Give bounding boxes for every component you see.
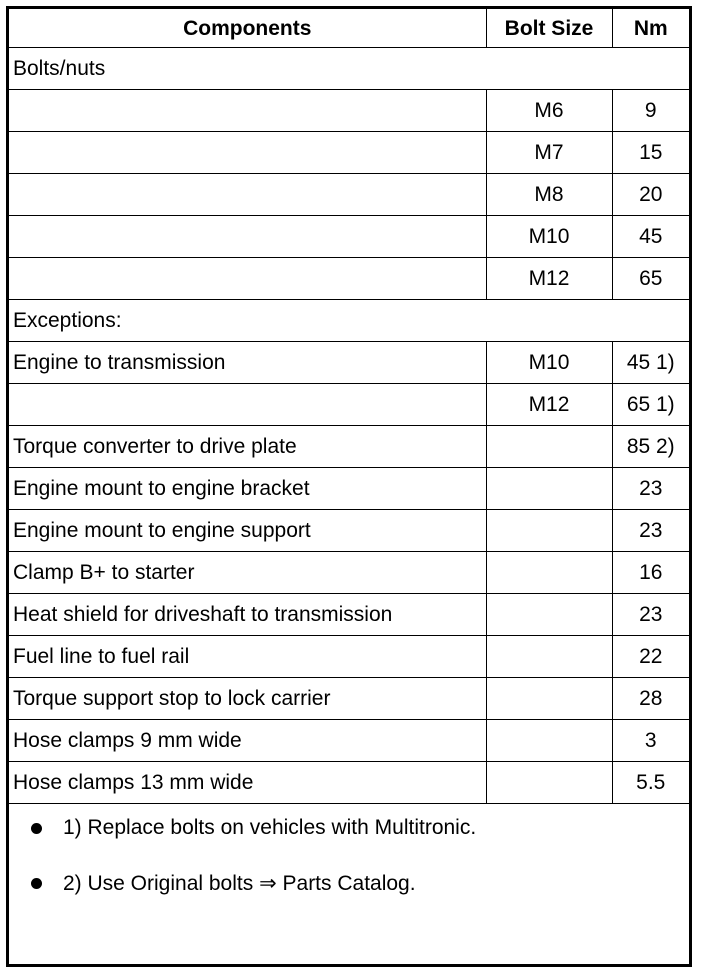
table-row xyxy=(9,594,689,636)
footnotes xyxy=(9,804,689,897)
nm-cell: 5.5 xyxy=(612,762,689,804)
bolt-size-cell: M6 xyxy=(486,90,612,132)
nm-cell: 65 xyxy=(612,258,689,300)
component-cell: Hose clamps 13 mm wide xyxy=(9,762,486,804)
section-label-bolts: Bolts/nuts xyxy=(9,48,689,90)
table-row xyxy=(9,132,689,174)
table-row xyxy=(9,552,689,594)
header-bolt-size: Bolt Size xyxy=(486,9,612,48)
nm-cell: 3 xyxy=(612,720,689,762)
nm-cell: 22 xyxy=(612,636,689,678)
table-row xyxy=(9,720,689,762)
section-row-bolts xyxy=(9,48,689,90)
nm-cell: 65 1) xyxy=(612,384,689,426)
component-cell xyxy=(9,132,486,174)
component-cell: Fuel line to fuel rail xyxy=(9,636,486,678)
table-row xyxy=(9,258,689,300)
bullet-icon xyxy=(31,878,42,889)
table-header-row xyxy=(9,9,689,48)
bolt-size-cell: M10 xyxy=(486,342,612,384)
nm-cell: 23 xyxy=(612,468,689,510)
component-cell xyxy=(9,258,486,300)
bolt-size-cell: M7 xyxy=(486,132,612,174)
component-cell: Clamp B+ to starter xyxy=(9,552,486,594)
component-cell: Hose clamps 9 mm wide xyxy=(9,720,486,762)
nm-cell: 23 xyxy=(612,594,689,636)
component-cell: Engine to transmission xyxy=(9,342,486,384)
nm-cell: 45 xyxy=(612,216,689,258)
component-cell: Torque converter to drive plate xyxy=(9,426,486,468)
bolt-size-cell xyxy=(486,468,612,510)
bolt-size-cell: M10 xyxy=(486,216,612,258)
torque-spec-table-frame xyxy=(6,6,692,967)
component-cell: Heat shield for driveshaft to transmission xyxy=(9,594,486,636)
bullet-icon xyxy=(31,823,42,834)
footnote-text: 2) Use Original bolts ⇒ Parts Catalog. xyxy=(63,871,416,895)
component-cell: Engine mount to engine support xyxy=(9,510,486,552)
component-cell xyxy=(9,384,486,426)
section-row-exceptions xyxy=(9,300,689,342)
component-cell xyxy=(9,174,486,216)
footnote-item xyxy=(31,814,689,842)
component-cell xyxy=(9,90,486,132)
table-row xyxy=(9,216,689,258)
bolt-size-cell: M8 xyxy=(486,174,612,216)
table-row xyxy=(9,762,689,804)
bolt-size-cell xyxy=(486,720,612,762)
nm-cell: 45 1) xyxy=(612,342,689,384)
bolt-size-cell: M12 xyxy=(486,258,612,300)
nm-cell: 9 xyxy=(612,90,689,132)
table-row xyxy=(9,510,689,552)
table-row xyxy=(9,174,689,216)
nm-cell: 16 xyxy=(612,552,689,594)
bolt-size-cell xyxy=(486,762,612,804)
header-nm: Nm xyxy=(612,9,689,48)
table-row xyxy=(9,636,689,678)
nm-cell: 23 xyxy=(612,510,689,552)
footnote-item xyxy=(31,869,689,897)
bolt-size-cell xyxy=(486,510,612,552)
torque-spec-table xyxy=(9,9,689,804)
component-cell xyxy=(9,216,486,258)
component-cell: Torque support stop to lock carrier xyxy=(9,678,486,720)
table-row xyxy=(9,468,689,510)
bolt-size-cell xyxy=(486,594,612,636)
footnote-text: 1) Replace bolts on vehicles with Multitronic. xyxy=(63,816,477,839)
component-cell: Engine mount to engine bracket xyxy=(9,468,486,510)
table-row xyxy=(9,90,689,132)
bolt-size-cell xyxy=(486,678,612,720)
table-row xyxy=(9,426,689,468)
section-label-exceptions: Exceptions: xyxy=(9,300,689,342)
nm-cell: 20 xyxy=(612,174,689,216)
bolt-size-cell xyxy=(486,426,612,468)
nm-cell: 85 2) xyxy=(612,426,689,468)
header-components: Components xyxy=(9,9,486,48)
bolt-size-cell xyxy=(486,636,612,678)
nm-cell: 15 xyxy=(612,132,689,174)
table-row xyxy=(9,384,689,426)
table-row xyxy=(9,342,689,384)
bolt-size-cell: M12 xyxy=(486,384,612,426)
nm-cell: 28 xyxy=(612,678,689,720)
table-row xyxy=(9,678,689,720)
bolt-size-cell xyxy=(486,552,612,594)
